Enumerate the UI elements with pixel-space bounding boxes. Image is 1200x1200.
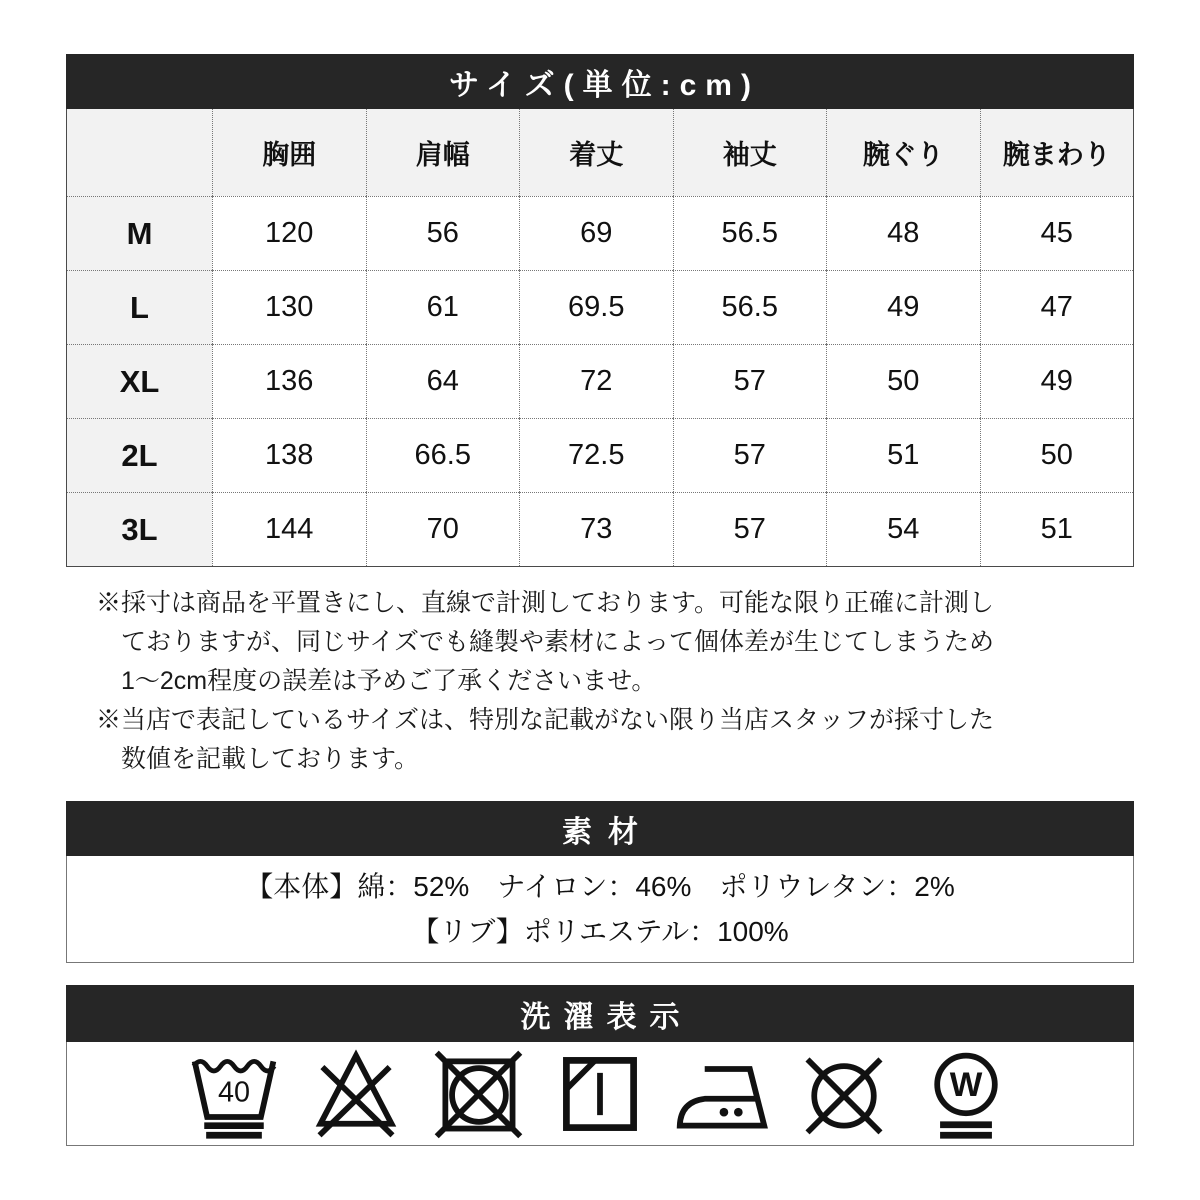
size-cell: 130 bbox=[212, 270, 366, 344]
laundry-title-bar bbox=[66, 985, 1134, 1042]
size-cell: 54 bbox=[826, 492, 980, 566]
material-title: 素材 bbox=[562, 815, 654, 849]
size-cell: 45 bbox=[980, 196, 1134, 270]
size-cell: 61 bbox=[366, 270, 520, 344]
laundry-title: 洗濯表示 bbox=[520, 1000, 693, 1034]
laundry-section bbox=[66, 985, 1134, 1146]
column-header-shoulder: 肩幅 bbox=[366, 109, 520, 196]
size-cell: 138 bbox=[212, 418, 366, 492]
size-row-label: XL bbox=[67, 344, 212, 418]
size-cell: 70 bbox=[366, 492, 520, 566]
size-cell: 49 bbox=[826, 270, 980, 344]
measurement-notes bbox=[96, 584, 1004, 779]
size-row-label: 2L bbox=[67, 418, 212, 492]
line-dry-in-shade-icon bbox=[552, 1046, 648, 1142]
size-row-label: M bbox=[67, 196, 212, 270]
column-header-chest: 胸囲 bbox=[212, 109, 366, 196]
note-line: ておりますが、同じサイズでも縫製や素材によって個体差が生じてしまうため bbox=[121, 628, 995, 656]
size-cell: 69.5 bbox=[519, 270, 673, 344]
note-line: ※当店で表記しているサイズは、特別な記載がない限り当店スタッフが採寸した bbox=[96, 706, 995, 734]
size-cell: 136 bbox=[212, 344, 366, 418]
size-cell: 51 bbox=[980, 492, 1134, 566]
no-tumble-dry-icon bbox=[430, 1046, 526, 1142]
size-cell: 72.5 bbox=[519, 418, 673, 492]
size-cell: 120 bbox=[212, 196, 366, 270]
svg-text:40: 40 bbox=[217, 1076, 251, 1109]
size-row-label: 3L bbox=[67, 492, 212, 566]
material-line-rib: 【リブ】ポリエステル：100% bbox=[411, 916, 789, 947]
no-bleach-icon bbox=[308, 1046, 404, 1142]
note-line: 数値を記載しております。 bbox=[121, 745, 420, 773]
size-section-title: サイズ(単位:cm) bbox=[449, 68, 760, 102]
size-cell: 69 bbox=[519, 196, 673, 270]
size-cell: 56.5 bbox=[673, 270, 827, 344]
no-dry-clean-icon bbox=[796, 1046, 892, 1142]
content-container bbox=[66, 54, 1134, 1146]
size-section-title-bar bbox=[66, 54, 1134, 109]
size-cell: 57 bbox=[673, 344, 827, 418]
size-cell: 56.5 bbox=[673, 196, 827, 270]
size-cell: 49 bbox=[980, 344, 1134, 418]
size-cell: 50 bbox=[980, 418, 1134, 492]
material-line-body: 【本体】綿：52% ナイロン：46% ポリウレタン：2% bbox=[245, 871, 955, 902]
column-header-armhole: 腕ぐり bbox=[826, 109, 980, 196]
size-cell: 66.5 bbox=[366, 418, 520, 492]
size-cell: 51 bbox=[826, 418, 980, 492]
size-table-corner-cell bbox=[67, 109, 212, 196]
size-cell: 72 bbox=[519, 344, 673, 418]
size-cell: 64 bbox=[366, 344, 520, 418]
size-cell: 73 bbox=[519, 492, 673, 566]
size-cell: 50 bbox=[826, 344, 980, 418]
note-line: 1〜2cm程度の誤差は予めご了承くださいませ。 bbox=[121, 667, 657, 695]
size-cell: 48 bbox=[826, 196, 980, 270]
size-cell: 144 bbox=[212, 492, 366, 566]
svg-text:W: W bbox=[949, 1065, 983, 1104]
wash-40-very-mild-icon bbox=[186, 1046, 282, 1142]
laundry-icons-row bbox=[66, 1042, 1134, 1146]
size-cell: 47 bbox=[980, 270, 1134, 344]
material-content bbox=[66, 856, 1134, 963]
material-section bbox=[66, 801, 1134, 963]
wet-clean-very-mild-icon bbox=[918, 1046, 1014, 1142]
column-header-arm-width: 腕まわり bbox=[980, 109, 1134, 196]
note-line: ※採寸は商品を平置きにし、直線で計測しております。可能な限り正確に計測し bbox=[96, 589, 995, 617]
column-header-sleeve: 袖丈 bbox=[673, 109, 827, 196]
size-cell: 56 bbox=[366, 196, 520, 270]
size-cell: 57 bbox=[673, 492, 827, 566]
column-header-length: 着丈 bbox=[519, 109, 673, 196]
size-table bbox=[66, 109, 1134, 567]
material-title-bar bbox=[66, 801, 1134, 856]
size-cell: 57 bbox=[673, 418, 827, 492]
iron-medium-icon bbox=[674, 1046, 770, 1142]
size-row-label: L bbox=[67, 270, 212, 344]
